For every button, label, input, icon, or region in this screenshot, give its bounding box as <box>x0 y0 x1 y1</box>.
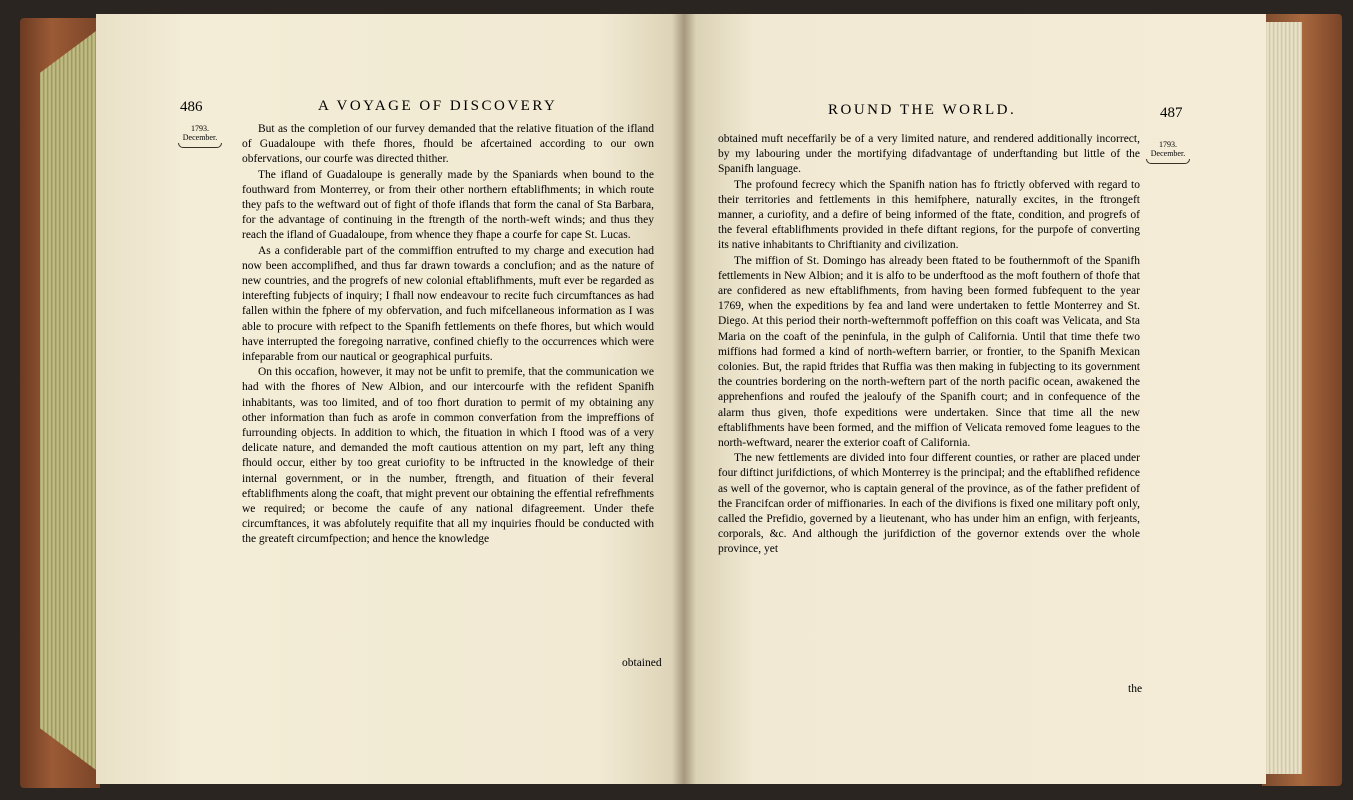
left-margin-year: 1793. <box>191 124 209 133</box>
paragraph: The profound fecrecy which the Spanifh nation has fo ftrictly obferved with regard to their territories and fettlements in this hemifphere, naturally excites, in the ftrongeft manner, a curiofity, and a defire of being informed of the ftate, condition, and progrefs of the feveral eftablifhments provided in thefe diftant regions, for the purpofe of converting its native inhabitants to Chriftianity and civilization. <box>718 178 1140 252</box>
right-page-number: 487 <box>1160 105 1183 121</box>
left-body-text <box>242 122 654 548</box>
margin-brace <box>178 143 222 148</box>
left-margin-date <box>178 124 222 148</box>
paragraph: As a confiderable part of the commiffion entrufted to my charge and execution had now been accomplifhed, and thus far drawn towards a conclufion; and as the nature of new countries, and the progrefs of new colonial eftablifhments, muft ever be regarded as interefting fubjects of inquiry; I fhall now endeavour to recite fuch circumftances as had fallen within the fphere of my obfervation, and fuch mifcellaneous information as I was able to procure with refpect to the Spanifh fettlements on thefe fhores, but which would have interrupted the foregoing narrative, confined chiefly to the occurrences which were infeparable from our nautical or geographical purfuits. <box>242 244 654 364</box>
right-margin-date <box>1146 140 1190 164</box>
right-body-text <box>718 132 1140 558</box>
paragraph: On this occafion, however, it may not be unfit to premife, that the communication we had with the fhores of New Albion, and our intercourfe with the refident Spanifh inhabitants, was too limited, and of too fhort duration to permit of my obtaining any other information than fuch as arofe in common converfation from the impreffions of furrounding objects. In addition to which, the fituation in which I ftood was of a very delicate nature, and demanded the moft cautious attention on my part, left any thing fhould occur, either by too great curiofity to be inftructed in the knowledge of their internal government, or in the number, ftrength, and fituation of their feveral eftablifhments along the coaft, that might prevent our obtaining the effential refrefhments we required; or become the caufe of any national difagreement. Under thefe circumftances, it was abfolutely requifite that all my inquiries fhould be conducted with the greateft circumfpection; and hence the knowledge <box>242 366 654 546</box>
right-margin-year: 1793. <box>1159 140 1177 149</box>
right-margin-month: December. <box>1150 149 1186 158</box>
book-gutter <box>672 14 696 784</box>
paragraph: The ifland of Guadaloupe is generally made by the Spaniards when bound to the fouthward from Monterrey, or from their other northern eftablifhments; in which route they pafs to the weftward out of fight of thofe iflands that form the canal of Sta Barbara, for the advantage of continuing in the ftrength of the north-weft winds; and thus they reach the ifland of Guadaloupe, from whence they fhape a courfe for cape St. Lucas. <box>242 168 654 242</box>
page-edges-left <box>40 28 100 773</box>
paragraph: The miffion of St. Domingo has already been ftated to be fouthernmoft of the Spanifh fettlements in New Albion; and it is alfo to be underftood as the moft fouthern of thofe that are confidered as new eftablifhments, from having been formed fubfequent to the year 1769, when the expeditions by fea and land were undertaken to fettle Monterrey and St. Diego. At this period their north-wefternmoft poffeffion on this coaft was Velicata, and Sta Maria on the coaft of the peninfula, in the gulph of California. Until that time thefe two miffions had formed a kind of north-weftern barrier, or frontier, to the Spanifh Mexican colonies. But, the rapid ftrides that Ruffia was then making in fubjecting to its government the countries bordering on the north-weftern part of the north pacific ocean, awakened the apprehenfions and roufed the jealoufy of the Spanifh court; and in confequence of the alarm thus given, thofe expeditions were undertaken. Since that time all the new eftablifhments have been formed, and the miffion of Velicata removed fome leagues to the north-weftward, nearer the exterior coaft of California. <box>718 254 1140 450</box>
left-catchword: obtained <box>622 657 662 669</box>
paragraph: But as the completion of our furvey demanded that the relative fituation of the ifland of Guadaloupe with thefe fhores, fhould be afcertained according to our own obfervations, our courfe was directed thither. <box>242 123 654 166</box>
margin-brace <box>1146 159 1190 164</box>
paragraph: obtained muft neceffarily be of a very limited nature, and rendered additionally incorrect, by my labouring under the mortifying difadvantage of underftanding but little of the Spanifh language. <box>718 133 1140 176</box>
left-margin-month: December. <box>182 133 218 142</box>
left-page-number: 486 <box>180 99 203 115</box>
left-running-head: A VOYAGE OF DISCOVERY <box>318 98 558 114</box>
right-running-head: ROUND THE WORLD. <box>828 102 1017 118</box>
paragraph: The new fettlements are divided into four different counties, or rather are placed under four diftinct jurifdictions, of which Monterrey is the principal; and the eftablifhed refidence as well of the governor, who is captain general of the province, as of the father prefident of the Francifcan order of miffionaries. In each of the divifions is fixed one military poft only, called the Prefidio, governed by a lieutenant, who has under him an enfign, with ferjeants, corporals, &c. And although the jurifdiction of the governor extends over the whole province, yet <box>718 452 1140 556</box>
page-edges-right <box>1262 22 1302 774</box>
right-catchword: the <box>1128 683 1143 695</box>
